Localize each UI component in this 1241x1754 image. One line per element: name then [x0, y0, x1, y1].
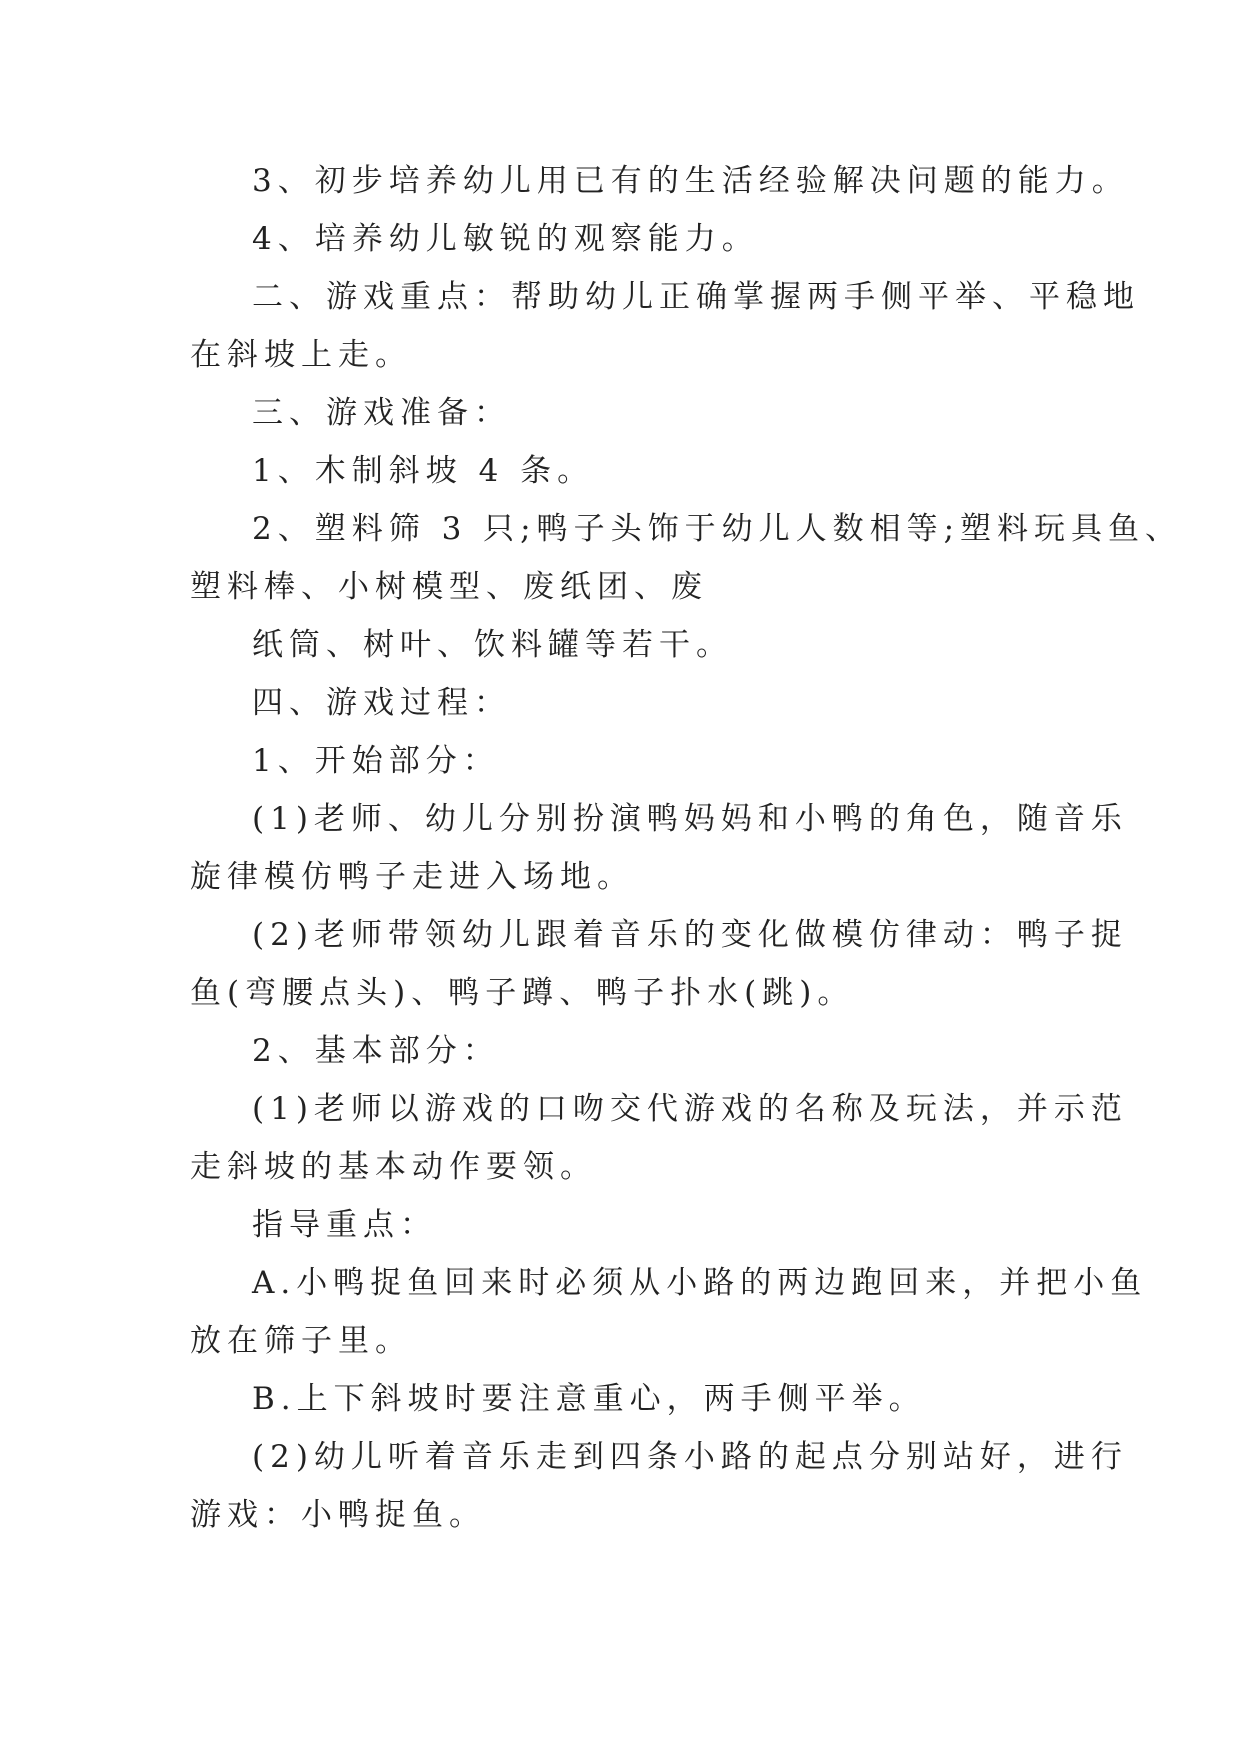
document-body [190, 152, 1183, 1544]
start-section-heading: 1、开始部分： [252, 743, 500, 779]
basic-step-2-line-1: (2)幼儿听着音乐走到四条小路的起点分别站好，进行 [252, 1439, 1128, 1475]
start-step-1-line-2: 旋律模仿鸭子走进入场地。 [190, 859, 634, 895]
guidance-a-line-1: A.小鸭捉鱼回来时必须从小路的两边跑回来，并把小鱼 [252, 1265, 1148, 1301]
preparation-heading: 三、游戏准备： [252, 395, 511, 431]
preparation-item-1: 1、木制斜坡 4 条。 [252, 453, 595, 489]
preparation-item-2-line-2: 塑料棒、小树模型、废纸团、废 [190, 569, 708, 605]
game-focus-line-2: 在斜坡上走。 [190, 337, 412, 373]
guidance-heading: 指导重点： [252, 1207, 437, 1243]
start-step-2-line-1: (2)老师带领幼儿跟着音乐的变化做模仿律动：鸭子捉 [252, 917, 1128, 953]
game-focus-line-1: 二、游戏重点：帮助幼儿正确掌握两手侧平举、平稳地 [252, 279, 1140, 315]
guidance-b-line: B.上下斜坡时要注意重心，两手侧平举。 [252, 1381, 926, 1417]
start-step-2-line-2: 鱼(弯腰点头)、鸭子蹲、鸭子扑水(跳)。 [190, 975, 855, 1011]
objective-3-line: 3、初步培养幼儿用已有的生活经验解决问题的能力。 [252, 163, 1129, 199]
basic-section-heading: 2、基本部分： [252, 1033, 500, 1069]
basic-step-2-line-2: 游戏：小鸭捉鱼。 [190, 1497, 486, 1533]
guidance-a-line-2: 放在筛子里。 [190, 1323, 412, 1359]
basic-step-1-line-1: (1)老师以游戏的口吻交代游戏的名称及玩法，并示范 [252, 1091, 1128, 1127]
process-heading: 四、游戏过程： [252, 685, 511, 721]
start-step-1-line-1: (1)老师、幼儿分别扮演鸭妈妈和小鸭的角色，随音乐 [252, 801, 1128, 837]
objective-4-line: 4、培养幼儿敏锐的观察能力。 [252, 221, 759, 257]
preparation-item-2-line-3: 纸筒、树叶、饮料罐等若干。 [252, 627, 733, 663]
basic-step-1-line-2: 走斜坡的基本动作要领。 [190, 1149, 597, 1185]
preparation-item-2-line-1: 2、塑料筛 3 只;鸭子头饰于幼儿人数相等;塑料玩具鱼、 [252, 511, 1183, 547]
